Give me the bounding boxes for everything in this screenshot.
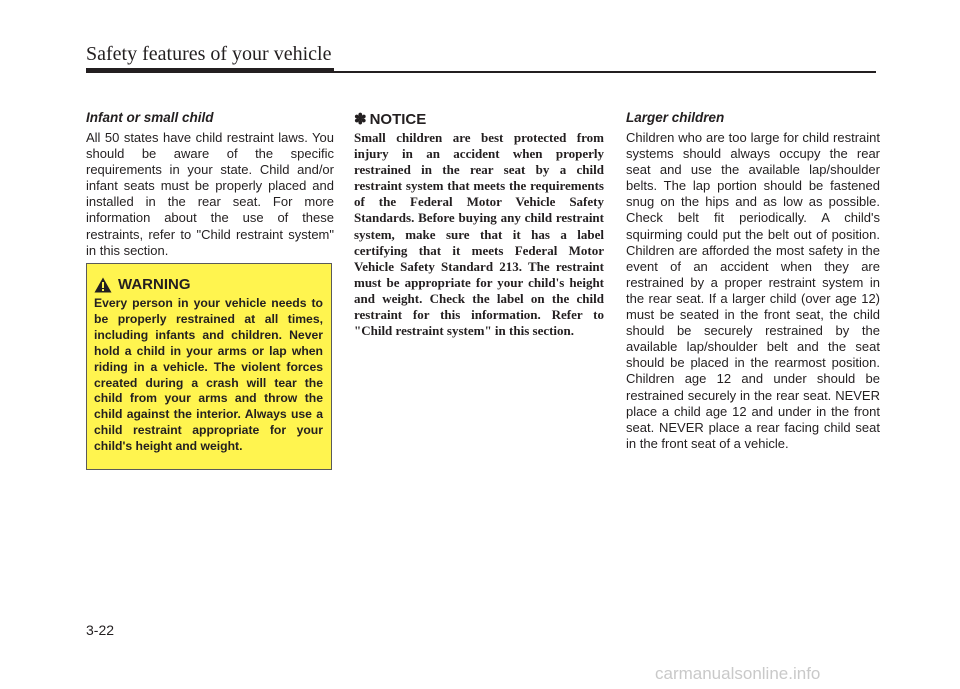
middle-column — [354, 110, 604, 339]
header-rule-thick — [86, 68, 334, 73]
warning-body-text: Every person in your vehicle needs to be properly restrained at all times, including infants and children. Never hold a child in your arms or lap when riding in a vehicle. The violent forces created during a crash will tear the child from your arms and throw the child against the interior. Always use a child restraint appropriate for your child's height and weight. — [94, 296, 323, 454]
left-column — [86, 110, 334, 259]
page-number: 3-22 — [86, 622, 115, 638]
infant-body-text: All 50 states have child restraint laws. You should be aware of the specific requirements in your state. Child and/or infant seats must be properly placed and installed in the rear seat. For more information about the use of these restraints, refer to "Child restraint system" in this section. — [86, 130, 334, 258]
infant-subheading: Infant or small child — [86, 110, 214, 125]
notice-body-text: Small children are best protected from injury in an accident when properly restrained in the rear seat by a child restraint system that meets the requirements of the Federal Motor Vehicle Safety Standards. Before buying any child restraint system, make sure that it has a label certifying that it meets Federal Motor Vehicle Safety Standard 213. The restraint must be appropriate for your child's height and weight. Check the label on the child restraint for this information. Refer to "Child restraint system" in this section. — [354, 130, 604, 339]
right-column — [626, 110, 880, 452]
warning-header — [94, 276, 323, 293]
warning-title: WARNING — [118, 276, 191, 293]
warning-box — [86, 263, 332, 470]
notice-star-icon: ✽ — [354, 111, 367, 128]
larger-children-body-text: Children who are too large for child restraint systems should always occupy the rear seat and use the available lap/shoulder belts. The lap portion should be fastened snug on the hips and as low as possible. Check belt fit periodically. A child's squirming could put the belt out of position. Children are afforded the most safety in the event of an accident when they are restrained by a proper restraint system in the rear seat. If a larger child (over age 12) must be seated in the front seat, the child should be securely restrained by the available lap/shoulder belt and the seat should be placed in the rearmost position. Children age 12 and under should be restrained securely in the rear seat. NEVER place a child age 12 and under in the front seat. NEVER place a rear facing child seat in the front seat of a vehicle. — [626, 130, 880, 451]
page-section-title: Safety features of your vehicle — [86, 43, 332, 65]
notice-header — [354, 110, 604, 128]
warning-triangle-icon — [94, 277, 112, 293]
notice-title: NOTICE — [369, 110, 427, 128]
header-rule-thin — [334, 71, 876, 73]
watermark: carmanualsonline.info — [655, 664, 821, 683]
larger-children-subheading: Larger children — [626, 110, 725, 125]
